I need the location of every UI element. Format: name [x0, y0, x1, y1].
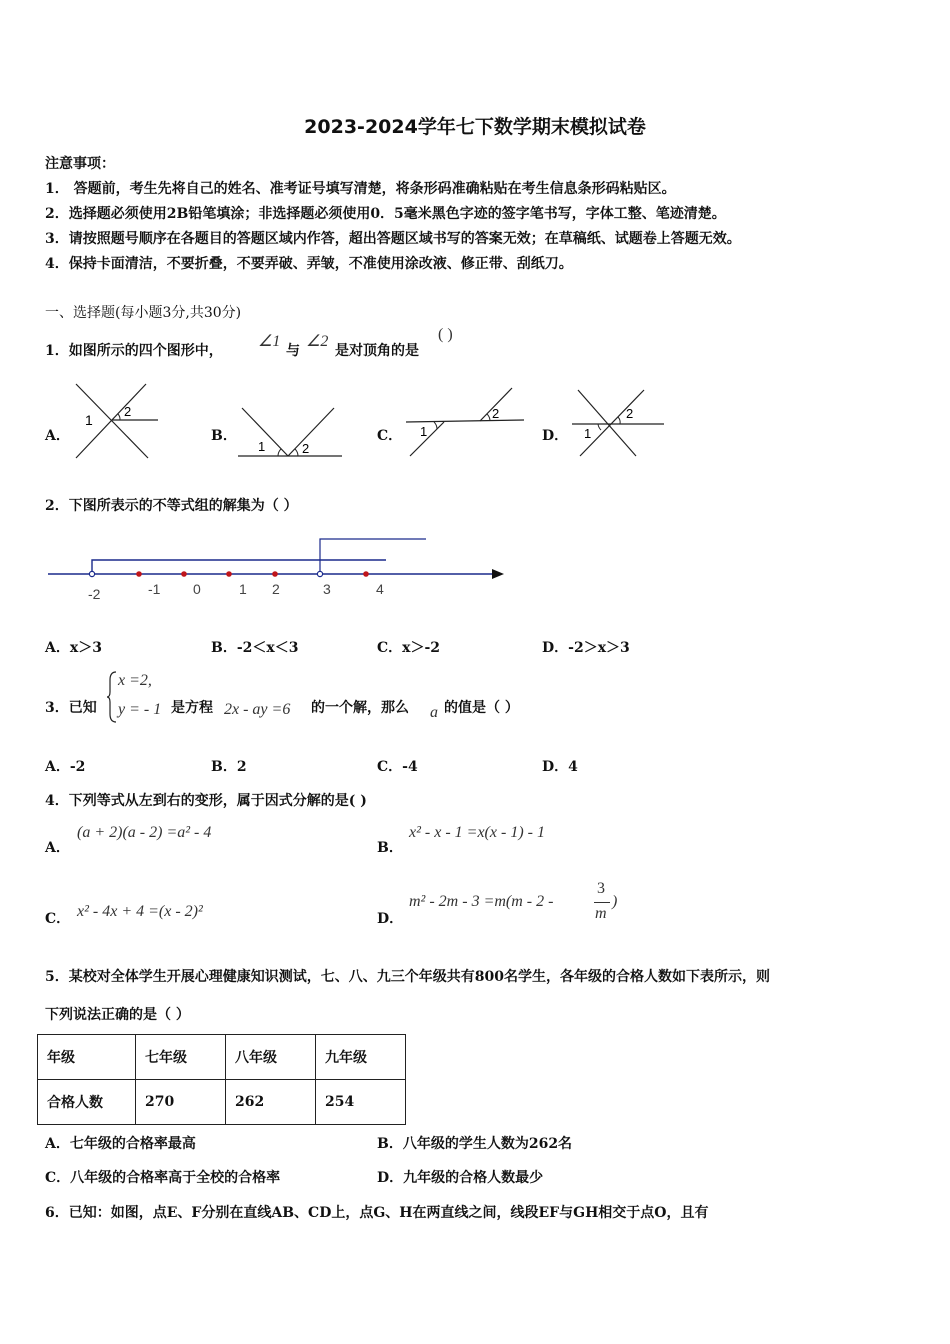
q3-system-line1: x =2,	[118, 672, 152, 689]
q1-figure-a	[68, 380, 163, 462]
notice-item-2: 2．选择题必须使用2B铅笔填涂；非选择题必须使用0．5毫米黑色字迹的签字笔书写，字体工整、笔迹清楚。	[45, 206, 726, 222]
q2-option-b: B．-2＜x＜3	[211, 640, 299, 656]
section-heading: 一、选择题(每小题3分,共30分)	[45, 305, 242, 321]
q1a-label-1: 1	[85, 412, 93, 428]
q4-expr-c: x² - 4x + 4 =(x - 2)²	[77, 903, 203, 920]
q3-mid: 是方程	[171, 700, 213, 716]
q4-expr-a: (a + 2)(a - 2) =a² - 4	[77, 824, 212, 841]
q3-mid2: 的一个解，那么	[311, 700, 409, 716]
q4-expr-d-numerator: 3	[597, 880, 605, 897]
q3-brace	[106, 670, 118, 724]
q3-suffix: 的值是（ ）	[444, 700, 519, 716]
q4-label-a: A．	[45, 840, 70, 856]
q2-text: 2．下图所表示的不等式组的解集为（ ）	[45, 498, 298, 514]
q5-option-b: B．八年级的学生人数为262名	[377, 1136, 573, 1152]
q1a-label-2: 2	[124, 404, 132, 419]
q3-prefix: 3．已知	[45, 700, 97, 716]
q3-system-line2: y = - 1	[118, 701, 162, 718]
tick-label-0: 0	[193, 581, 201, 597]
table-row	[38, 1080, 406, 1125]
table-header-cell: 七年级	[136, 1035, 226, 1080]
q1-option-b: B．	[211, 428, 237, 444]
notice-item-1: 1． 答题前，考生先将自己的姓名、准考证号填写清楚，将条形码准确粘贴在考生信息条形码粘贴区。	[45, 181, 676, 197]
q4-expr-b: x² - x - 1 =x(x - 1) - 1	[409, 824, 545, 841]
q4-fraction-bar	[594, 902, 610, 903]
q1-suffix: 是对顶角的是	[335, 343, 419, 359]
tick-label-1: 1	[239, 581, 247, 597]
table-cell: 270	[136, 1080, 226, 1125]
q1-option-d: D．	[542, 428, 569, 444]
notice-item-4: 4．保持卡面清洁，不要折叠，不要弄破、弄皱，不准使用涂改液、修正带、刮纸刀。	[45, 256, 573, 272]
q3-option-c: C．-4	[377, 759, 418, 775]
q1c-label-1: 1	[420, 424, 428, 439]
q1b-label-1: 1	[258, 439, 266, 454]
tick-label-3: 3	[323, 581, 331, 597]
q1d-label-2: 2	[626, 406, 634, 421]
table-header-row	[38, 1035, 406, 1080]
q1-angle2: ∠2	[306, 333, 329, 350]
q2-option-c: C．x＞-2	[377, 640, 441, 656]
table-cell: 254	[316, 1080, 406, 1125]
table-cell: 合格人数	[38, 1080, 136, 1125]
q1-figure-c	[400, 382, 528, 462]
table-header-cell: 八年级	[226, 1035, 316, 1080]
q5-line2: 下列说法正确的是（ ）	[45, 1007, 190, 1023]
q6-text: 6．已知：如图，点E、F分别在直线AB、CD上，点G、H在两直线之间，线段EF与GH相交于点O，且有	[45, 1205, 709, 1221]
q1-figure-d	[566, 386, 670, 460]
q3-equation: 2x - ay =6	[224, 701, 291, 718]
q5-line1: 5．某校对全体学生开展心理健康知识测试，七、八、九三个年级共有800名学生，各年级的合格人数如下表所示，则	[45, 969, 770, 985]
q1d-label-1: 1	[584, 426, 592, 441]
tick-label-neg1: -1	[148, 581, 161, 597]
q2-option-d: D．-2＞x＞3	[542, 640, 630, 656]
q1-prefix: 1．如图所示的四个图形中，	[45, 343, 223, 359]
q1-paren: ( )	[438, 326, 453, 343]
q1-angle1: ∠1	[258, 333, 281, 350]
q5-table	[37, 1034, 406, 1125]
q3-option-a: A．-2	[45, 759, 86, 775]
table-cell: 262	[226, 1080, 316, 1125]
q4-expr-d-denominator: m	[595, 905, 607, 922]
notice-item-3: 3．请按照题号顺序在各题目的答题区域内作答，超出答题区域书写的答案无效；在草稿纸、试题卷上答题无效。	[45, 231, 741, 247]
q1-option-a: A．	[45, 428, 70, 444]
table-header-cell: 年级	[38, 1035, 136, 1080]
q1-option-c: C．	[377, 428, 403, 444]
q3-option-b: B．2	[211, 759, 247, 775]
q5-option-d: D．九年级的合格人数最少	[377, 1170, 544, 1186]
q2-number-line	[44, 535, 514, 605]
q5-option-c: C．八年级的合格率高于全校的合格率	[45, 1170, 281, 1186]
q4-text: 4．下列等式从左到右的变形，属于因式分解的是( )	[45, 793, 367, 809]
q5-option-a: A．七年级的合格率最高	[45, 1136, 196, 1152]
q1c-label-2: 2	[492, 406, 500, 421]
q1b-label-2: 2	[302, 441, 310, 456]
q2-option-a: A．x＞3	[45, 640, 102, 656]
table-header-cell: 九年级	[316, 1035, 406, 1080]
tick-label-4: 4	[376, 581, 384, 597]
q4-label-b: B．	[377, 840, 403, 856]
tick-label-neg2: -2	[88, 586, 101, 602]
q4-label-d: D．	[377, 911, 404, 927]
q4-label-c: C．	[45, 911, 71, 927]
q3-var: a	[430, 704, 438, 721]
q4-expr-d-left: m² - 2m - 3 =m(m - 2 -	[409, 893, 554, 910]
q1-mid: 与	[286, 343, 300, 359]
q3-option-d: D．4	[542, 759, 578, 775]
q1-figure-b	[236, 400, 346, 462]
tick-label-2: 2	[272, 581, 280, 597]
notice-heading: 注意事项：	[45, 156, 115, 172]
q4-expr-d-right: )	[612, 893, 618, 910]
page-title: 2023-2024学年七下数学期末模拟试卷	[304, 116, 646, 138]
